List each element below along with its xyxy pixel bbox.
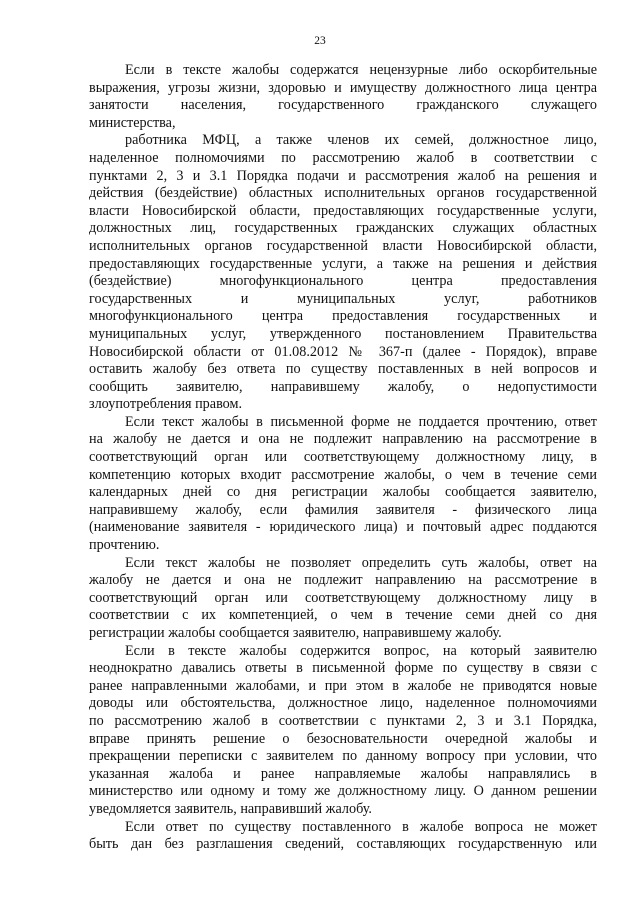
paragraph — [89, 555, 597, 643]
text-line: действия (бездействие) областных исполнительных органов государственной — [89, 185, 597, 202]
document-body — [89, 62, 597, 854]
text-line: Если в тексте жалобы содержатся нецензурные либо оскорбительные — [125, 62, 597, 78]
text-line: жалобу не дается и она не подлежит направлению на рассмотрение в — [89, 572, 597, 589]
text-line: Если текст жалобы в письменной форме не поддается прочтению, ответ — [125, 413, 597, 430]
paragraph — [89, 819, 597, 854]
text-line: выражения, угрозы жизни, здоровью и имуществу должностного лица центра — [89, 79, 597, 96]
text-line: прочтению. — [89, 537, 160, 554]
text-line: оставить жалобу без ответа по существу поставленных в ней вопросов и — [89, 361, 597, 378]
text-line: занятости населения, государственного гражданского служащего — [89, 97, 597, 114]
text-line: компетенцию которых входит рассмотрение жалобы, о чем в течение семи — [89, 466, 597, 483]
text-line: (наименование заявителя - юридического лица) и почтовый адрес поддаются — [89, 519, 597, 536]
text-line: соответствующий орган или соответствующему должностному лицу в — [89, 589, 597, 606]
text-line: работника МФЦ, а также членов их семей, должностное лицо, — [125, 132, 597, 149]
text-line: муниципальных услуг, утвержденного постановлением Правительства — [89, 325, 597, 342]
text-line: уведомляется заявитель, направивший жалобу. — [89, 800, 372, 817]
text-line: вправе принять решение о безосновательности очередной жалобы и — [89, 730, 597, 747]
paragraph — [89, 132, 597, 414]
paragraph — [89, 414, 597, 555]
text-line: пунктами 2, 3 и 3.1 Порядка подачи и рассмотрения жалоб на решения и — [89, 167, 597, 184]
text-line: должностных лиц, государственных гражданских служащих областных — [89, 220, 597, 237]
text-line: Если текст жалобы не позволяет определить суть жалобы, ответ на — [125, 554, 597, 571]
text-line: доводы или обстоятельства, должностное лицо, наделенное полномочиями — [89, 695, 597, 712]
text-line: министерство или одному и тому же должностному лицу. О данном решении — [89, 783, 597, 800]
text-line: многофункционального центра предоставления государственных и — [89, 308, 597, 325]
page-number: 23 — [314, 35, 326, 47]
text-line: календарных дней со дня регистрации жалобы сообщается заявителю, — [89, 484, 597, 501]
text-line: указанная жалоба и ранее направляемые жалобы направлялись в — [89, 765, 597, 782]
text-line: направившему жалобу, если фамилия заявителя - физического лица — [89, 501, 597, 518]
text-line: Новосибирской области от 01.08.2012 № 367-п (далее - Порядок), вправе — [89, 343, 597, 360]
text-line: сообщить заявителю, направившему жалобу, о недопустимости — [89, 378, 597, 395]
text-line: по рассмотрению жалоб в соответствии с пунктами 2, 3 и 3.1 Порядка, — [89, 712, 597, 729]
text-line: ранее направленными жалобами, и при этом в жалобе не приводятся новые — [89, 677, 597, 694]
text-line: неоднократно давались ответы в письменной форме по существу в связи с — [89, 660, 597, 677]
text-line: наделенное полномочиями по рассмотрению жалоб в соответствии с — [89, 149, 597, 166]
text-line: быть дан без разглашения сведений, составляющих государственную или — [89, 836, 597, 853]
text-line: злоупотребления правом. — [89, 396, 243, 413]
text-line: прекращении переписки с заявителем по данному вопросу при условии, что — [89, 748, 597, 765]
paragraph — [89, 62, 597, 132]
text-line: Если в тексте жалобы содержится вопрос, на который заявителю — [125, 642, 597, 659]
text-line: регистрации жалобы сообщается заявителю, направившему жалобу. — [89, 625, 502, 641]
text-line: предоставляющих государственные услуги, а также на решения и действия — [89, 255, 597, 272]
text-line: исполнительных органов государственной власти Новосибирской области, — [89, 237, 597, 254]
text-line: Если ответ по существу поставленного в жалобе вопроса не может — [125, 818, 597, 835]
text-line: (бездействие) многофункционального центра предоставления — [89, 273, 597, 290]
text-line: министерства, — [89, 114, 176, 131]
text-line: власти Новосибирской области, предоставляющих государственные услуги, — [89, 202, 597, 219]
text-line: соответствии с их компетенцией, о чем в течение семи дней со дня — [89, 607, 597, 624]
paragraph — [89, 643, 597, 819]
text-line: соответствующий орган или соответствующему должностному лицу, в — [89, 449, 597, 466]
text-line: государственных и муниципальных услуг, работников — [89, 290, 597, 307]
text-line: на жалобу не дается и она не подлежит направлению на рассмотрение в — [89, 431, 597, 448]
